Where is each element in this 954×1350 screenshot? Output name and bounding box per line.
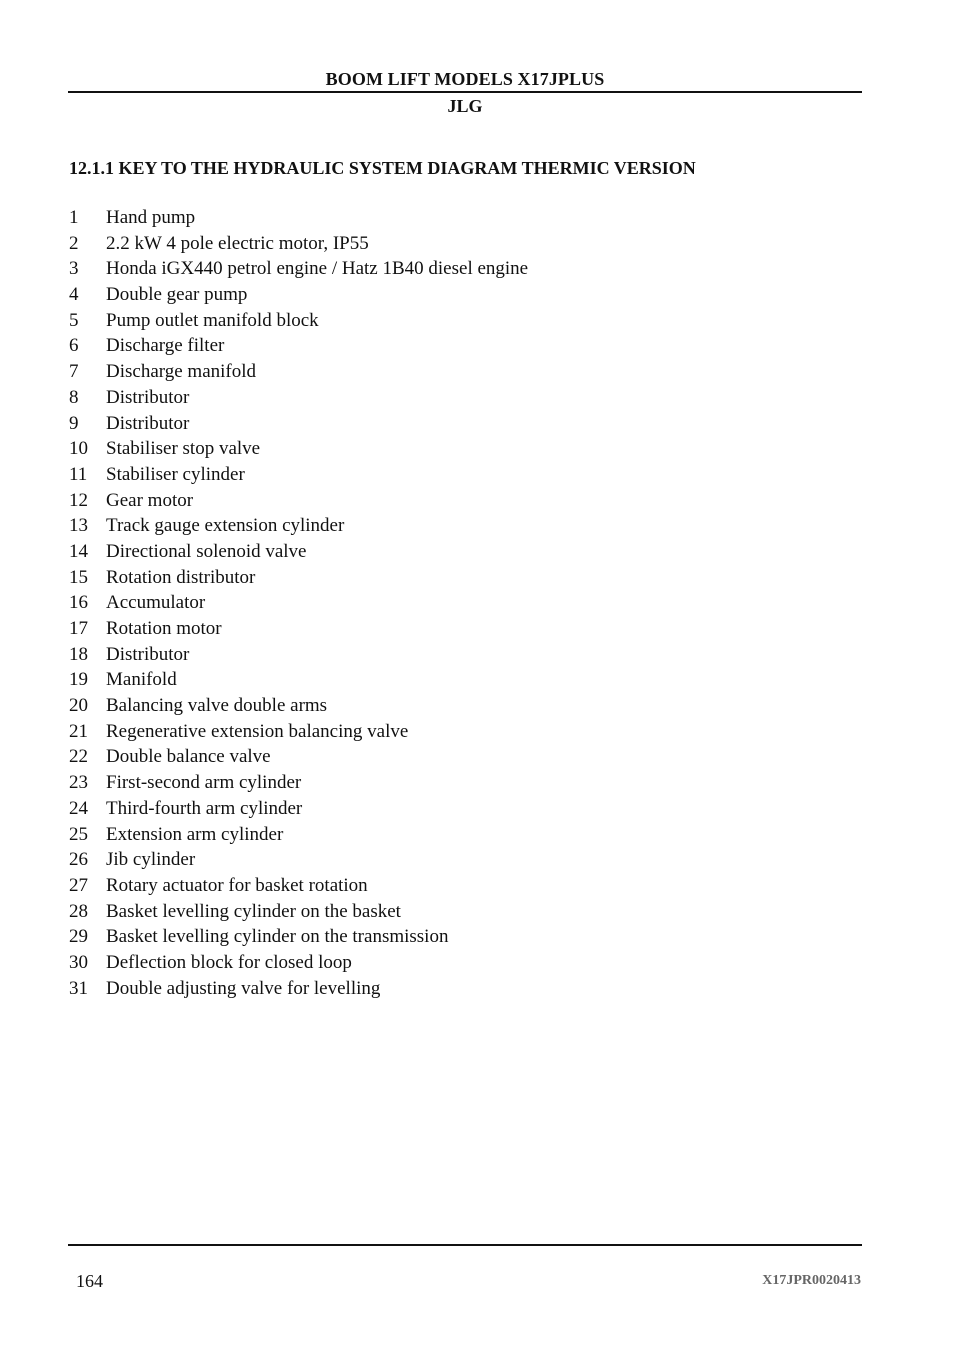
item-label: Distributor [106, 386, 190, 408]
list-item [69, 847, 528, 873]
item-number: 10 [69, 438, 88, 460]
item-label: Distributor [106, 412, 190, 434]
page-number: 164 [76, 1271, 103, 1291]
item-label: Extension arm cylinder [106, 823, 284, 845]
item-number: 12 [69, 489, 88, 511]
list-item [69, 282, 528, 308]
section-title: 12.1.1 KEY TO THE HYDRAULIC SYSTEM DIAGRAM THERMIC VERSION [69, 158, 696, 178]
item-label: Accumulator [106, 592, 206, 614]
list-item [69, 205, 528, 231]
item-number: 6 [69, 335, 79, 357]
item-number: 28 [69, 900, 88, 922]
item-label: Double adjusting valve for levelling [106, 977, 381, 999]
item-number: 15 [69, 566, 88, 588]
item-number: 8 [69, 386, 79, 408]
item-label: 2.2 kW 4 pole electric motor, IP55 [106, 232, 369, 254]
list-item [69, 256, 528, 282]
item-label: Balancing valve double arms [106, 695, 328, 717]
list-item [69, 231, 528, 257]
item-number: 20 [69, 695, 88, 717]
item-label: Track gauge extension cylinder [106, 515, 345, 537]
item-number: 4 [69, 284, 79, 306]
item-label: Pump outlet manifold block [106, 309, 319, 331]
item-number: 17 [69, 618, 88, 639]
header-brand: JLG [447, 96, 483, 116]
item-number: 18 [69, 643, 88, 665]
list-item [69, 462, 528, 488]
item-number: 30 [69, 951, 88, 973]
list-item [69, 590, 528, 616]
item-number: 16 [69, 592, 88, 614]
key-list [69, 205, 528, 1001]
item-number: 22 [69, 746, 88, 768]
document-code: X17JPR0020413 [762, 1273, 861, 1288]
item-label: Rotary actuator for basket rotation [106, 874, 368, 896]
list-item [69, 950, 528, 976]
list-item [69, 411, 528, 437]
list-item [69, 333, 528, 359]
item-number: 23 [69, 772, 88, 794]
item-number: 13 [69, 515, 88, 537]
list-item [69, 719, 528, 745]
list-item [69, 924, 528, 950]
item-label: Rotation motor [106, 618, 222, 639]
item-number: 27 [69, 874, 88, 896]
item-label: Stabiliser stop valve [106, 438, 261, 460]
list-item [69, 513, 528, 539]
list-item [69, 667, 528, 693]
list-item [69, 770, 528, 796]
list-item [69, 616, 528, 642]
item-label: Double gear pump [106, 284, 248, 306]
item-label: Hand pump [106, 207, 196, 228]
item-number: 25 [69, 823, 88, 845]
list-item [69, 796, 528, 822]
list-item [69, 385, 528, 411]
item-label: Gear motor [106, 489, 194, 511]
item-number: 7 [69, 361, 79, 383]
list-item [69, 488, 528, 514]
item-number: 2 [69, 232, 79, 254]
list-item [69, 899, 528, 925]
item-label: Double balance valve [106, 746, 271, 768]
list-item [69, 539, 528, 565]
item-number: 14 [69, 540, 88, 562]
item-label: Manifold [106, 669, 177, 691]
list-item [69, 976, 528, 1002]
list-item [69, 744, 528, 770]
header-divider [68, 91, 862, 93]
item-number: 21 [69, 720, 88, 742]
item-label: Basket levelling cylinder on the transmission [106, 926, 449, 948]
list-item [69, 308, 528, 334]
list-item [69, 642, 528, 668]
list-item [69, 436, 528, 462]
item-label: Rotation distributor [106, 566, 256, 588]
item-number: 11 [69, 463, 88, 485]
item-label: Discharge manifold [106, 361, 257, 383]
item-number: 29 [69, 926, 88, 948]
item-number: 9 [69, 412, 79, 434]
item-number: 31 [69, 977, 88, 999]
item-label: Regenerative extension balancing valve [106, 720, 409, 742]
item-number: 19 [69, 669, 88, 691]
header-title: BOOM LIFT MODELS X17JPLUS [325, 69, 605, 89]
item-label: Basket levelling cylinder on the basket [106, 900, 401, 922]
footer-divider [68, 1244, 862, 1246]
item-label: Discharge filter [106, 335, 225, 357]
item-number: 5 [69, 309, 79, 331]
item-label: Deflection block for closed loop [106, 951, 352, 973]
list-item [69, 822, 528, 848]
item-label: Stabiliser cylinder [106, 463, 245, 485]
item-label: Distributor [106, 643, 190, 665]
item-label: Jib cylinder [106, 849, 196, 871]
item-label: Honda iGX440 petrol engine / Hatz 1B40 diesel engine [106, 258, 529, 280]
list-item [69, 693, 528, 719]
item-number: 26 [69, 849, 88, 871]
list-item [69, 873, 528, 899]
item-label: Directional solenoid valve [106, 540, 307, 562]
list-item [69, 359, 528, 385]
item-label: First-second arm cylinder [106, 772, 302, 794]
item-label: Third-fourth arm cylinder [106, 797, 303, 819]
item-number: 24 [69, 797, 88, 819]
item-number: 3 [69, 258, 79, 280]
item-number: 1 [69, 207, 79, 228]
list-item [69, 565, 528, 591]
